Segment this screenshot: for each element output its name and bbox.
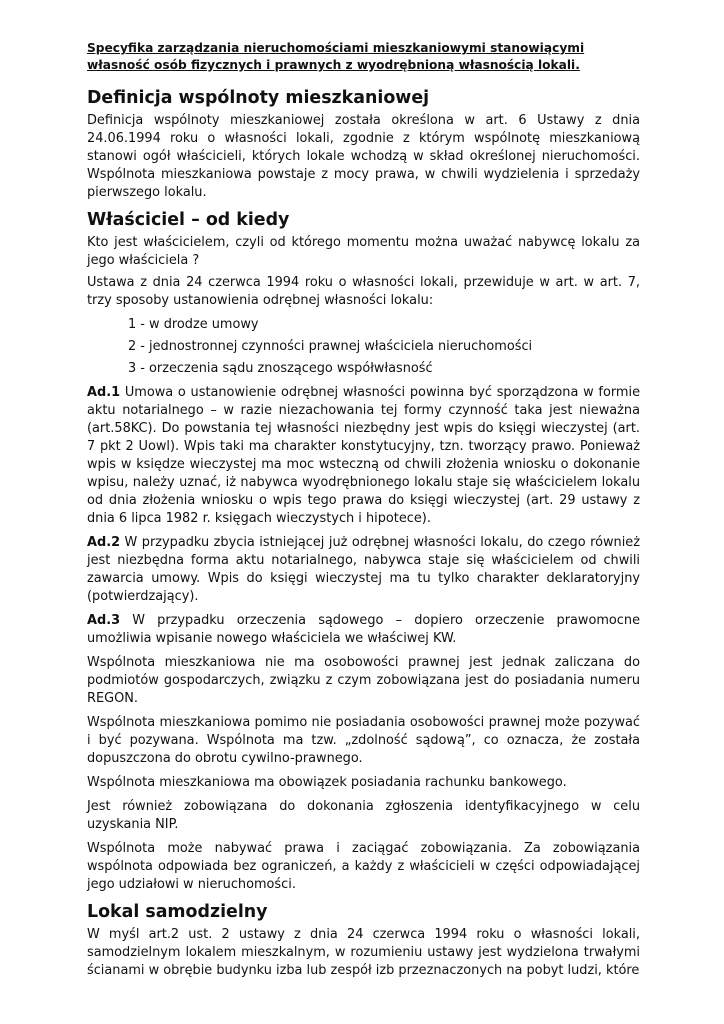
paragraph-ad3 xyxy=(87,612,640,648)
ad3-label: Ad.3 xyxy=(87,613,121,628)
ad2-text: W przypadku zbycia istniejącej już odrębnej własności lokalu, do czego również jest niezbędna forma aktu notarialnego, nabywca staje się właścicielem od chwili zawarcia umowy. Wpis do księgi wieczystej ma tu tylko charakter deklaratoryjny (potwierdzający). xyxy=(87,535,640,604)
document-header: Specyfika zarządzania nieruchomościami mieszkaniowymi stanowiącymi własność osób fizycznych i prawnych z wyodrębnioną własnością lokali. xyxy=(87,41,585,72)
ad1-label: Ad.1 xyxy=(87,385,121,400)
paragraph-regon: Wspólnota mieszkaniowa nie ma osobowości prawnej jest jednak zaliczana do podmiotów gospodarczych, związku z czym zobowiązana jest do posiadania numeru REGON. xyxy=(87,655,640,706)
heading-owner: Właściciel – od kiedy xyxy=(87,210,290,230)
paragraph-bank-account: Wspólnota mieszkaniowa ma obowiązek posiadania rachunku bankowego. xyxy=(87,775,567,790)
paragraph-court-capacity: Wspólnota mieszkaniowa pomimo nie posiadania osobowości prawnej może pozywać i być pozywana. Wspólnota ma tzw. „zdolność sądową”, co oznacza, że została dopuszczona do obrotu cywilno-prawnego. xyxy=(87,715,640,766)
ad2-label: Ad.2 xyxy=(87,535,121,550)
heading-unit: Lokal samodzielny xyxy=(87,902,268,922)
paragraph-obligations: Wspólnota może nabywać prawa i zaciągać zobowiązania. Za zobowiązania wspólnota odpowiada bez ograniczeń, a każdy z właścicieli w części odpowiadającej jego udziałowi w nieruchomości. xyxy=(87,841,640,892)
paragraph-definition: Definicja wspólnoty mieszkaniowej została określona w art. 6 Ustawy z dnia 24.06.1994 roku o własności lokali, zgodnie z którym wspólnotę mieszkaniową stanowi ogół właścicieli, których lokale wchodzą w skład określonej nieruchomości. Wspólnota mieszkaniowa powstaje z mocy prawa, w chwili wydzielenia i sprzedaży pierwszego lokalu. xyxy=(87,113,640,200)
heading-definition: Definicja wspólnoty mieszkaniowej xyxy=(87,88,430,108)
document-page xyxy=(87,40,640,986)
paragraph-nip: Jest również zobowiązana do dokonania zgłoszenia identyfikacyjnego w celu uzyskania NIP. xyxy=(87,799,640,832)
ad1-text: Umowa o ustanowienie odrębnej własności powinna być sporządzona w formie aktu notarialnego – w razie niezachowania tej formy czynność taka jest nieważna (art.58KC). Do powstania tej własności niezbędny jest wpis do księgi wieczystej (art. 7 pkt 2 Uowl). Wpis taki ma charakter konstytucyjny, tzn. tworzący prawo. Ponieważ wpis w księdze wieczystej ma moc wsteczną od chwili złożenia wniosku o dokonanie wpisu, należy uznać, iż nabywca wyodrębnionego lokalu staje się właścicielem lokalu od dnia złożenia wniosku o wpis tego prawa do księgi wieczystej (art. 29 ustawy z dnia 6 lipca 1982 r. księgach wieczystych i hipotece). xyxy=(87,385,640,526)
paragraph-owner-question: Kto jest właścicielem, czyli od którego momentu można uważać nabywcę lokalu za jego właściciela ? xyxy=(87,235,640,268)
paragraph-unit: W myśl art.2 ust. 2 ustawy z dnia 24 czerwca 1994 roku o własności lokali, samodzielnym lokalem mieszkalnym, w rozumieniu ustawy jest wydzielona trwałymi ścianami w obrębie budynku izba lub zespół izb przeznaczonych na pobyt ludzi, które xyxy=(87,927,640,978)
list-item: 1 - w drodze umowy xyxy=(128,317,259,332)
paragraph-owner-intro: Ustawa z dnia 24 czerwca 1994 roku o własności lokali, przewiduje w art. w art. 7, trzy sposoby ustanowienia odrębnej własności lokalu: xyxy=(87,275,640,308)
list-item: 3 - orzeczenia sądu znoszącego współwłasność xyxy=(128,361,433,376)
paragraph-ad1 xyxy=(87,384,640,528)
ad3-text: W przypadku orzeczenia sądowego – dopiero orzeczenie prawomocne umożliwia wpisanie nowego właściciela we właściwej KW. xyxy=(87,613,640,646)
paragraph-ad2 xyxy=(87,534,640,606)
list-item: 2 - jednostronnej czynności prawnej właściciela nieruchomości xyxy=(128,339,533,354)
ownership-methods-list xyxy=(87,314,640,380)
